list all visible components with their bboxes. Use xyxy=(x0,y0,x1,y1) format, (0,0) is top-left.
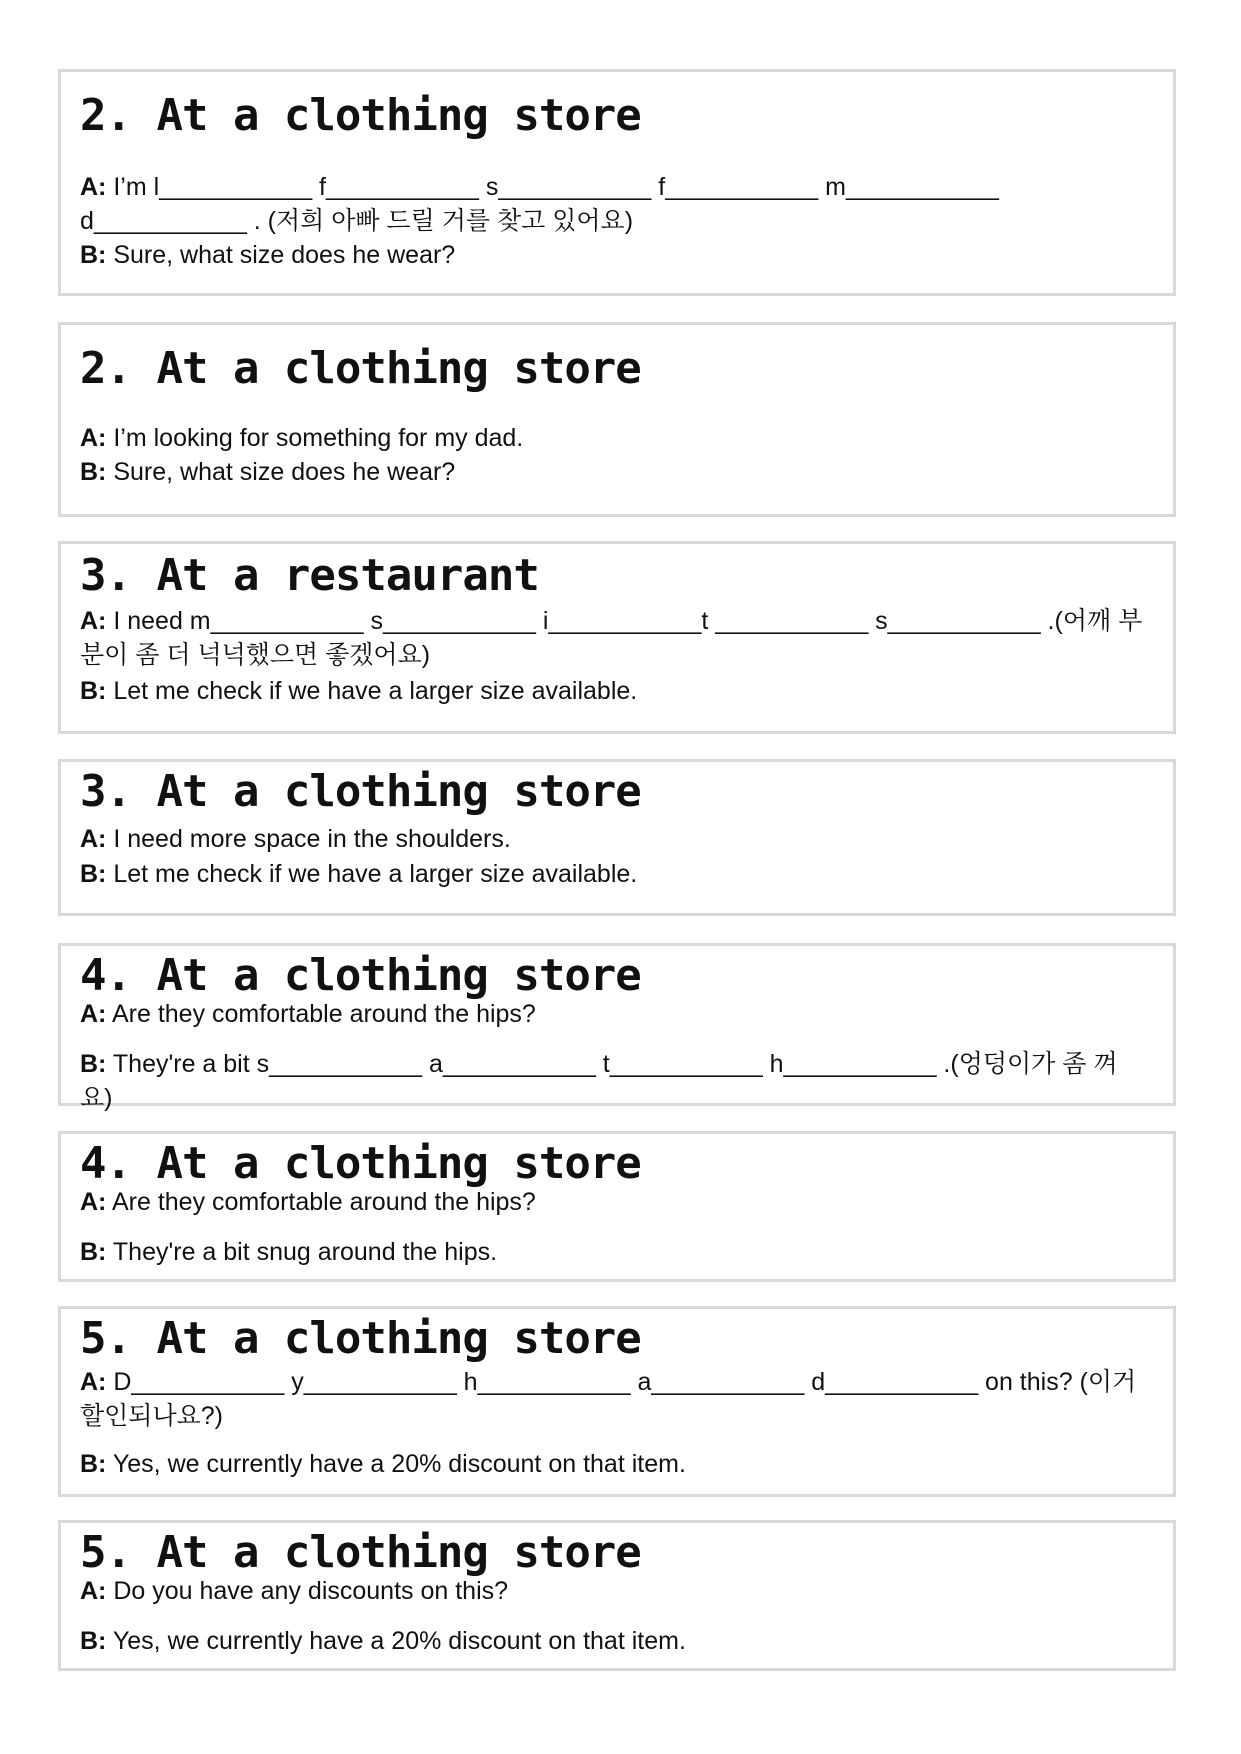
speaker-b-line xyxy=(80,1447,1143,1481)
speaker-a-label: A: xyxy=(80,1188,107,1216)
speaker-b-label: B: xyxy=(80,860,107,888)
card-title: 5. At a clothing store xyxy=(80,1313,641,1364)
card-title: 4. At a clothing store xyxy=(80,1138,641,1189)
speaker-a-line xyxy=(80,170,1143,238)
speaker-b-text: They're a bit snug around the hips. xyxy=(112,1238,498,1266)
speaker-b-label: B: xyxy=(80,1450,107,1478)
speaker-a-label: A: xyxy=(80,1577,107,1605)
speaker-b-line xyxy=(80,1624,1143,1658)
speaker-b-text: Let me check if we have a larger size available. xyxy=(113,677,638,705)
speaker-b-line xyxy=(80,1235,1143,1269)
speaker-b-line xyxy=(80,674,1143,708)
dialogue-card xyxy=(58,1520,1176,1671)
speaker-b-label: B: xyxy=(80,1238,107,1266)
speaker-a-label: A: xyxy=(80,424,107,452)
dialogue-card xyxy=(58,1131,1176,1282)
speaker-b-text: Let me check if we have a larger size available. xyxy=(113,860,638,888)
speaker-b-line xyxy=(80,455,1143,489)
speaker-a-text: Do you have any discounts on this? xyxy=(113,1577,509,1605)
speaker-b-label: B: xyxy=(80,241,107,269)
speaker-a-label: A: xyxy=(80,825,107,853)
speaker-b-label: B: xyxy=(80,677,107,705)
speaker-b-text: Sure, what size does he wear? xyxy=(113,458,456,486)
speaker-a-text: I’m looking for something for my dad. xyxy=(113,424,524,452)
speaker-a-line xyxy=(80,1185,1143,1219)
speaker-b-label: B: xyxy=(80,458,107,486)
card-title: 2. At a clothing store xyxy=(80,343,641,394)
speaker-a-label: A: xyxy=(80,1000,107,1028)
speaker-b-text: Sure, what size does he wear? xyxy=(113,241,456,269)
dialogue-card xyxy=(58,69,1176,296)
speaker-a-text: I need more space in the shoulders. xyxy=(113,825,511,853)
card-title: 4. At a clothing store xyxy=(80,950,641,1001)
speaker-a-text: I need m___________ s___________ i___________t ___________ s___________ .(어깨 부분이 좀 더 넉넉했으면 좋겠어요) xyxy=(80,607,1143,669)
dialogue-card xyxy=(58,943,1176,1112)
speaker-a-line xyxy=(80,1574,1143,1608)
card-title: 3. At a clothing store xyxy=(80,766,641,817)
speaker-a-line xyxy=(80,997,1143,1031)
dialogue-card xyxy=(58,541,1176,734)
speaker-a-text: D___________ y___________ h___________ a___________ d___________ on this? (이거 할인되나요?) xyxy=(80,1368,1144,1430)
speaker-a-label: A: xyxy=(80,173,107,201)
speaker-b-text: Yes, we currently have a 20% discount on that item. xyxy=(112,1627,686,1655)
speaker-b-line xyxy=(80,1047,1143,1115)
speaker-b-label: B: xyxy=(80,1050,107,1078)
speaker-a-line xyxy=(80,1365,1143,1433)
speaker-b-text: Yes, we currently have a 20% discount on that item. xyxy=(112,1450,686,1478)
dialogue-card xyxy=(58,1306,1176,1497)
card-title: 5. At a clothing store xyxy=(80,1527,641,1578)
card-title: 3. At a restaurant xyxy=(80,550,539,601)
speaker-a-text: Are they comfortable around the hips? xyxy=(111,1000,536,1028)
speaker-a-text: I’m l___________ f___________ s___________ f___________ m___________ d___________ . (저희 아빠 드릴 거를 찾고 있어요) xyxy=(80,173,1006,235)
dialogue-card xyxy=(58,759,1176,916)
speaker-b-text: They're a bit s___________ a___________ t___________ h___________ .(엉덩이가 좀 껴요) xyxy=(80,1050,1118,1112)
speaker-b-line xyxy=(80,238,1143,272)
speaker-a-line xyxy=(80,604,1143,672)
dialogue-card xyxy=(58,322,1176,517)
card-title: 2. At a clothing store xyxy=(80,90,641,141)
speaker-a-label: A: xyxy=(80,1368,107,1396)
speaker-b-label: B: xyxy=(80,1627,107,1655)
speaker-a-label: A: xyxy=(80,607,107,635)
speaker-a-text: Are they comfortable around the hips? xyxy=(111,1188,536,1216)
speaker-a-line xyxy=(80,822,1143,856)
speaker-a-line xyxy=(80,421,1143,455)
speaker-b-line xyxy=(80,857,1143,891)
